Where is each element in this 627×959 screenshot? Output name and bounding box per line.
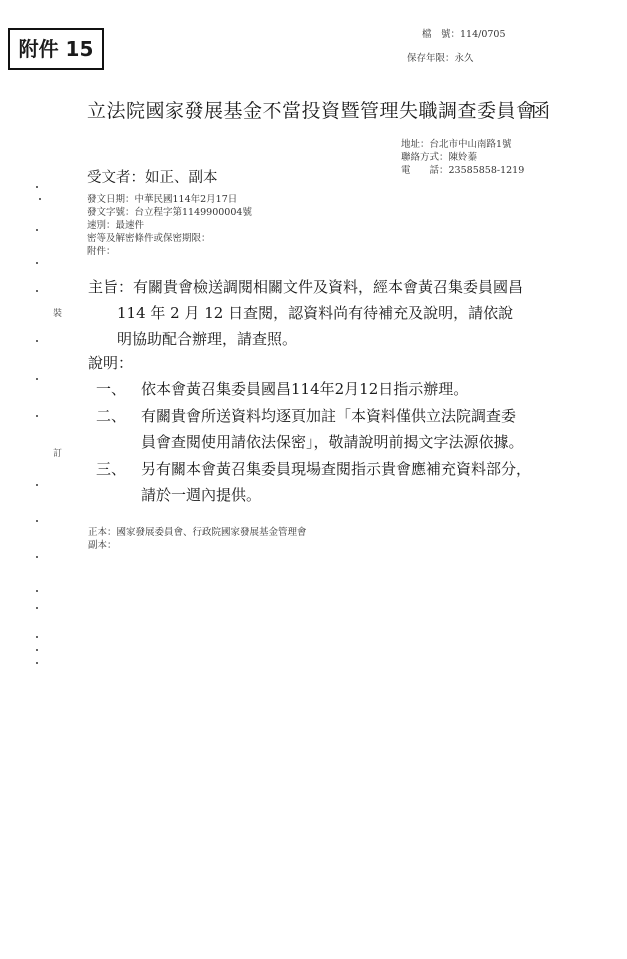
- serial-label: 檔 號：: [422, 29, 461, 40]
- retention-line: [407, 52, 474, 65]
- item-2-num: 二、: [96, 407, 127, 425]
- binding-line-dot: [36, 378, 38, 380]
- binding-line-dot: [36, 484, 38, 486]
- org-title: 立法院國家發展基金不當投資暨管理失職調查委員會: [87, 100, 536, 122]
- binding-line-dot: [36, 662, 38, 664]
- copy-recipients-label: 副本：: [88, 540, 117, 551]
- contact-label: 聯絡方式：: [401, 152, 449, 163]
- binding-line-dot: [39, 198, 41, 200]
- address-line: [401, 138, 512, 151]
- attachment-line: 附件：: [87, 246, 116, 257]
- binding-line-dot: [36, 556, 38, 558]
- phone-line: [401, 164, 524, 177]
- item-1-line-1: 依本會黃召集委員國昌114年2月12日指示辦理。: [141, 380, 469, 398]
- binding-line-dot: [36, 415, 38, 417]
- contact-line: [401, 151, 477, 164]
- serial-value: 114/0705: [460, 29, 506, 40]
- serial-line: [422, 28, 506, 41]
- phone-label: 電 話：: [401, 165, 449, 176]
- binding-line-dot: [36, 607, 38, 609]
- subject-line-2: 114 年 2 月 12 日查閱，認資料尚有待補充及說明，請依說: [117, 304, 514, 322]
- contact-value: 陳姈蓁: [448, 152, 478, 163]
- cut-mark: 訂: [53, 449, 63, 459]
- speed-class: 速別：最速件: [87, 220, 145, 231]
- item-2-line-1: 有關貴會所送資料均逐頁加註「本資料僅供立法院調查委: [141, 407, 517, 425]
- binding-line-dot: [36, 340, 38, 342]
- main-recipients: [88, 527, 307, 540]
- binding-line-dot: [36, 262, 38, 264]
- subject-line-3: 明協助配合辦理，請查照。: [117, 330, 298, 348]
- binding-line-dot: [36, 229, 38, 231]
- address-value: 台北市中山南路1號: [429, 139, 512, 150]
- binding-line-dot: [36, 649, 38, 651]
- binding-line-dot: [36, 290, 38, 292]
- binding-line-dot: [36, 636, 38, 638]
- main-recipients-label: 正本：: [88, 527, 117, 538]
- item-1-num: 一、: [96, 380, 127, 398]
- binding-line-dot: [36, 590, 38, 592]
- binding-line-dot: [36, 186, 38, 188]
- binding-mark: 裝: [53, 309, 63, 319]
- annex-label: 附件 15: [8, 28, 104, 70]
- issue-date: 發文日期：中華民國114年2月17日: [87, 194, 238, 205]
- doc-type: 函: [531, 100, 551, 122]
- item-3-num: 三、: [96, 460, 127, 478]
- copy-recipients: [88, 540, 117, 553]
- address-label: 地址：: [401, 139, 430, 150]
- phone-value: 23585858-1219: [448, 165, 525, 176]
- item-3-line-1: 另有關本會黃召集委員現場查閱指示貴會應補充資料部分，: [141, 460, 532, 478]
- subject-line-1: 主旨：有關貴會檢送調閱相關文件及資料，經本會黃召集委員國昌: [88, 278, 524, 296]
- binding-line-dot: [36, 520, 38, 522]
- retention-label: 保存年限：: [407, 53, 455, 64]
- explain-label: 說明：: [88, 354, 134, 372]
- recipient-line: 受文者：如正、副本: [87, 170, 218, 186]
- main-recipients-value: 國家發展委員會、行政院國家發展基金管理會: [116, 527, 307, 538]
- retention-value: 永久: [454, 53, 474, 64]
- secrecy-line: 密等及解密條件或保密期限：: [87, 233, 211, 244]
- item-2-line-2: 員會查閱使用請依法保密」，敬請說明前揭文字法源依據。: [141, 433, 524, 451]
- item-3-line-2: 請於一週內提供。: [141, 486, 262, 504]
- issue-number: 發文字號：台立程字第1149900004號: [87, 207, 252, 218]
